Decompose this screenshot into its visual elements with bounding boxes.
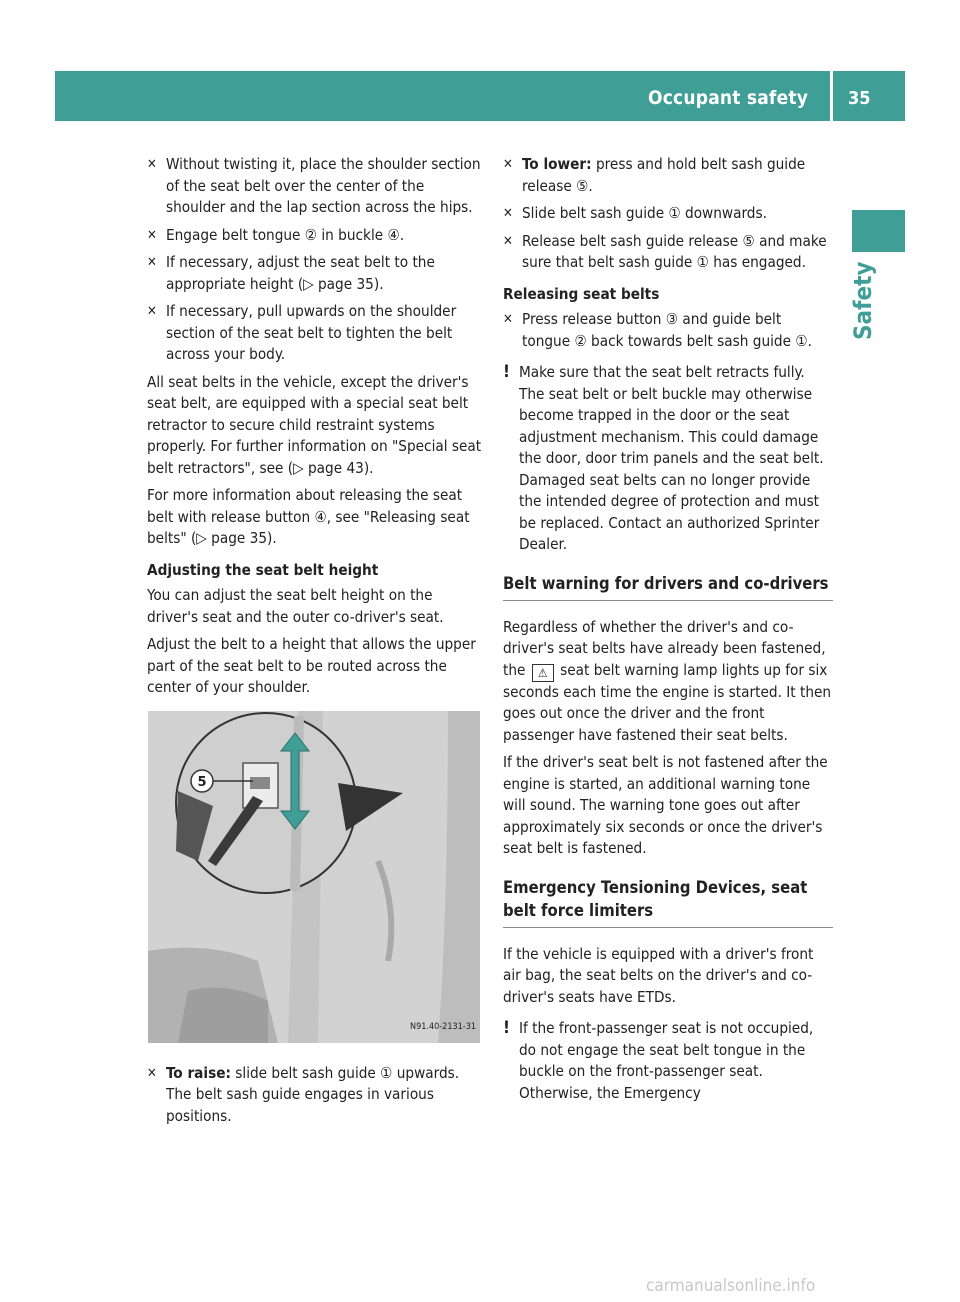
instruction-step: ✕ If necessary, adjust the seat belt to the appropriate height (▷ page 35). bbox=[147, 253, 435, 293]
step-arrow-icon: ✕ bbox=[147, 255, 157, 270]
belt-sash-guide-illustration bbox=[148, 711, 480, 1043]
instruction-step: ✕ To raise: slide belt sash guide ① upwards. The belt sash guide engages in various positions. bbox=[147, 1063, 460, 1125]
subheading: Adjusting the seat belt height bbox=[147, 560, 379, 579]
instruction-step: ✕ Slide belt sash guide ① downwards. bbox=[503, 203, 833, 225]
seat-belt-warning-icon: ⚠ bbox=[532, 664, 554, 682]
section-heading: Emergency Tensioning Devices, seat belt force limiters bbox=[503, 876, 833, 928]
instruction-step: ✕ Release belt sash guide release ⑤ and make sure that belt sash guide ① has engaged. bbox=[503, 231, 827, 271]
section-heading: Belt warning for drivers and co-drivers bbox=[503, 572, 833, 601]
instruction-step: ✕ To lower: press and hold belt sash guide release ⑤. bbox=[503, 155, 806, 195]
instruction-step: ✕ If necessary, pull upwards on the shoulder section of the seat belt to tighten the belt across your body. bbox=[147, 302, 457, 363]
watermark: carmanualsonline.info bbox=[646, 1276, 816, 1296]
paragraph: For more information about releasing the seat belt with release button ④, see "Releasing seat belts" (▷ page 35). bbox=[147, 486, 470, 547]
step-arrow-icon: ✕ bbox=[147, 304, 157, 319]
paragraph: Regardless of whether the driver's and co-driver's seat belts have already been fastened, the ⚠ seat belt warning lamp lights up for six seconds each time the engine is started. It then goes out once the driver and the front passenger have fastened their seat belts. bbox=[503, 617, 832, 744]
header-divider bbox=[830, 71, 833, 121]
side-tab-label: Safety bbox=[849, 261, 877, 340]
step-arrow-icon: ✕ bbox=[503, 157, 513, 172]
belt-sash-guide-figure bbox=[148, 711, 480, 1043]
subheading: Releasing seat belts bbox=[503, 284, 660, 303]
step-arrow-icon: ✕ bbox=[147, 157, 157, 172]
page-title: Occupant safety bbox=[648, 87, 809, 109]
warning-note: ! Make sure that the seat belt retracts fully. The seat belt or belt buckle may otherwise become trapped in the door or the seat adjustment mechanism. This could damage the door, door trim panels and the seat belt. Damaged seat belts can no longer provide the intended degree of protection and must be replaced. Contact an authorized Sprinter Dealer. bbox=[503, 362, 824, 553]
side-tab-marker bbox=[852, 210, 905, 252]
step-arrow-icon: ✕ bbox=[503, 312, 513, 327]
warning-note: ! If the front-passenger seat is not occupied, do not engage the seat belt tongue in the buckle on the front-passenger seat. Otherwise, the Emergency bbox=[503, 1018, 814, 1102]
step-arrow-icon: ✕ bbox=[147, 1065, 157, 1081]
figure-code: N91.40-2131-31 bbox=[410, 1022, 476, 1032]
paragraph: If the driver's seat belt is not fastened after the engine is started, an additional warning tone will sound. The warning tone goes out after approximately six seconds or once the driver's seat belt is fastened. bbox=[503, 753, 828, 857]
step-arrow-icon: ✕ bbox=[503, 206, 513, 221]
instruction-step: ✕ Without twisting it, place the shoulder section of the seat belt over the center of the shoulder and the lap section across the hips. bbox=[147, 155, 481, 216]
figure-callout: 5 bbox=[197, 774, 207, 790]
page-number: 35 bbox=[848, 88, 871, 109]
left-column bbox=[147, 154, 482, 1133]
exclamation-icon: ! bbox=[503, 1018, 510, 1038]
instruction-step: ✕ Press release button ③ and guide belt tongue ② back towards belt sash guide ①. bbox=[503, 310, 812, 350]
right-column bbox=[503, 154, 833, 1114]
paragraph: If the vehicle is equipped with a driver's front air bag, the seat belts on the driver's and co-driver's seats have ETDs. bbox=[503, 944, 814, 1006]
instruction-step: ✕ Engage belt tongue ② in buckle ④. bbox=[147, 225, 482, 247]
step-arrow-icon: ✕ bbox=[147, 227, 157, 243]
paragraph: All seat belts in the vehicle, except the driver's seat belt, are equipped with a special seat belt retractor to secure child restraint systems properly. For further information on "Special seat belt retractors", see (▷ page 43). bbox=[147, 372, 482, 477]
paragraph: Adjust the belt to a height that allows the upper part of the seat belt to be routed across the center of your shoulder. bbox=[147, 635, 476, 696]
paragraph: You can adjust the seat belt height on the driver's seat and the outer co-driver's seat. bbox=[147, 586, 444, 626]
step-arrow-icon: ✕ bbox=[503, 233, 513, 249]
exclamation-icon: ! bbox=[503, 362, 510, 382]
